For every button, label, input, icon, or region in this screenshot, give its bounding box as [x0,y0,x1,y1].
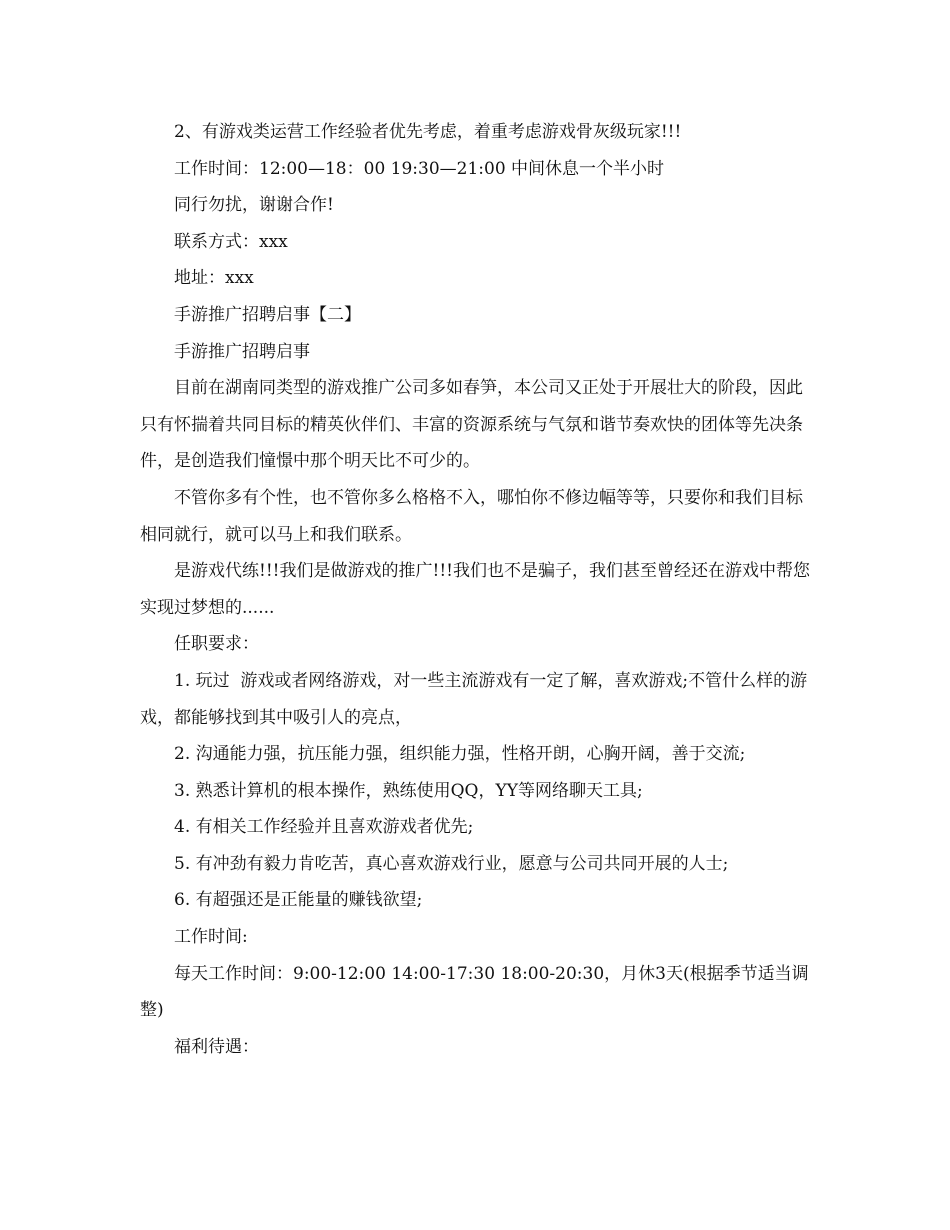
document-title: 手游推广招聘启事 [174,341,310,362]
requirement-item-5: 5. 有冲劲有毅力肯吃苦，真心喜欢游戏行业，愿意与公司共同开展的人士; [174,853,729,874]
paragraph-daily-schedule: 每天工作时间：9:00-12:00 14:00-17:30 18:00-20:30，月休3天(根据季节适当调整) [140,963,809,1021]
paragraph-personality: 不管你多有个性，也不管你多么格格不入，哪怕你不修边幅等等，只要你和我们目标相同就行，就可以马上和我们联系。 [140,487,803,545]
requirement-item-4: 4. 有相关工作经验并且喜欢游戏者优先; [174,817,474,838]
requirement-item-2: 2. 沟通能力强，抗压能力强，组织能力强，性格开朗，心胸开阔，善于交流; [174,744,746,765]
paragraph-contact: 联系方式：xxx [174,231,288,252]
document-body [140,114,810,1065]
paragraph-work-hours: 工作时间：12:00—18：00 19:30—21:00 中间休息一个半小时 [174,158,665,179]
benefits-heading: 福利待遇： [174,1036,259,1057]
paragraph-no-peers: 同行勿扰，谢谢合作! [174,195,334,216]
requirement-item-3: 3. 熟悉计算机的根本操作，熟练使用QQ，YY等网络聊天工具; [174,780,643,801]
work-time-heading: 工作时间: [174,927,248,948]
requirement-item-1: 1. 玩过 游戏或者网络游戏，对一些主流游戏有一定了解，喜欢游戏;不管什么样的游戏，都能够找到其中吸引人的亮点， [140,670,808,728]
requirement-item-6: 6. 有超强还是正能量的赚钱欲望; [174,890,423,911]
requirements-heading: 任职要求： [174,634,259,655]
paragraph-address: 地址：xxx [174,268,254,289]
paragraph-experience-preference: 2、有游戏类运营工作经验者优先考虑，着重考虑游戏骨灰级玩家!!! [174,122,682,142]
paragraph-company-intro: 目前在湖南同类型的游戏推广公司多如春笋，本公司又正处于开展壮大的阶段，因此只有怀揣着共同目标的精英伙伴们、丰富的资源系统与气氛和谐节奏欢快的团体等先决条件，是创造我们憧憬中那个明天比不可少的。 [140,378,803,472]
paragraph-not-boosting: 是游戏代练!!!我们是做游戏的推广!!!我们也不是骗子，我们甚至曾经还在游戏中帮您实现过梦想的...... [140,561,810,618]
section-heading: 手游推广招聘启事【二】 [174,304,361,325]
